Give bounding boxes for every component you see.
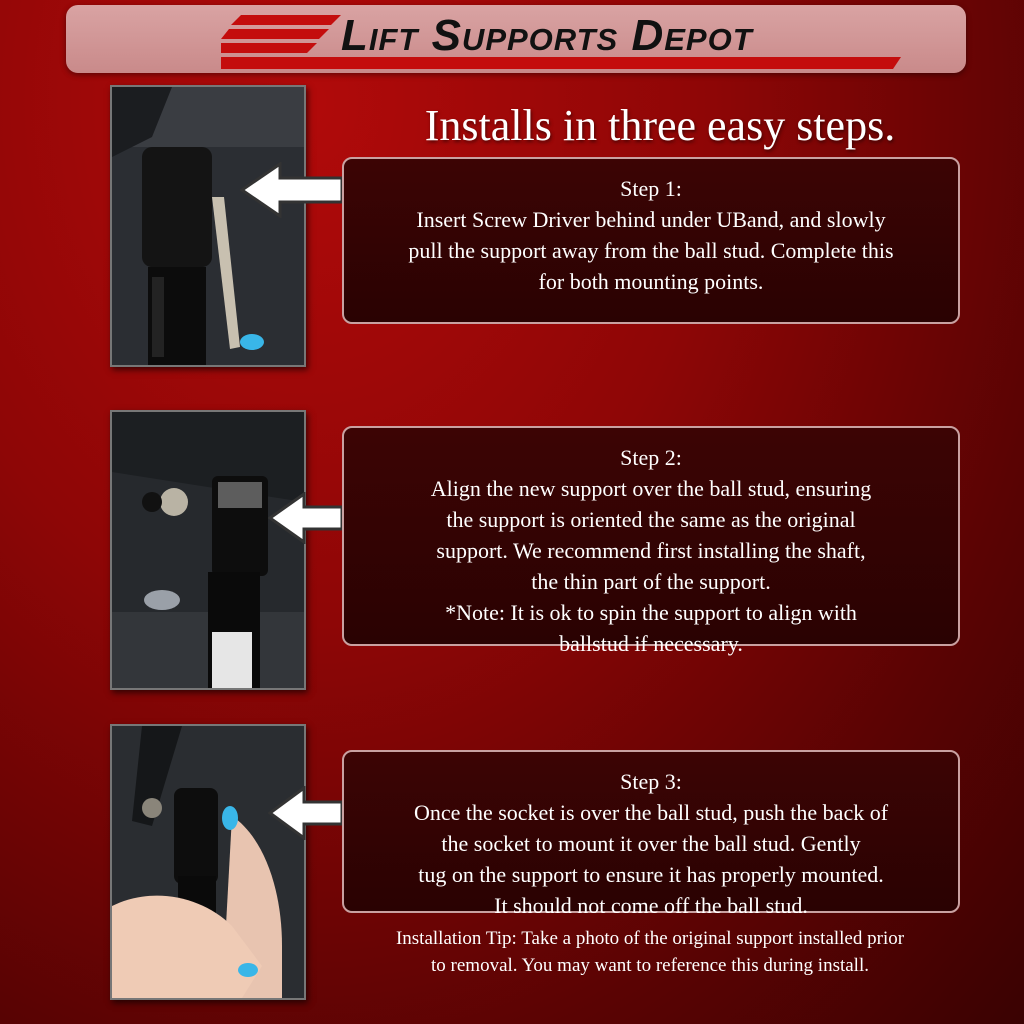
step-line: support. We recommend first installing the shaft, bbox=[436, 538, 866, 563]
step-1-box bbox=[342, 157, 960, 324]
step-title: Step 1: bbox=[620, 176, 682, 201]
screwdriver-removal-photo bbox=[110, 85, 306, 367]
step-3-box bbox=[342, 750, 960, 918]
installation-tip bbox=[320, 925, 980, 979]
step-line: the support is oriented the same as the original bbox=[446, 507, 856, 532]
step-2-box bbox=[342, 426, 960, 656]
arrow-left-icon bbox=[268, 492, 344, 544]
step-line: the thin part of the support. bbox=[531, 569, 771, 594]
step-line: It should not come off the ball stud. bbox=[494, 893, 808, 918]
brand-logo-text: Lift Supports Depot bbox=[341, 11, 753, 60]
page-headline: Installs in three easy steps. bbox=[424, 101, 896, 150]
step-line: ballstud if necessary. bbox=[559, 631, 743, 656]
tip-line: Installation Tip: Take a photo of the original support installed prior bbox=[395, 928, 905, 949]
step-line: Align the new support over the ball stud, ensuring bbox=[430, 476, 872, 501]
socket-mounting-photo bbox=[110, 724, 306, 1000]
tip-line: to removal. You may want to reference this during install. bbox=[431, 955, 869, 976]
step-line: pull the support away from the ball stud. Complete this bbox=[408, 238, 894, 263]
step-line: *Note: It is ok to spin the support to align with bbox=[445, 600, 857, 625]
step-line: Insert Screw Driver behind under UBand, and slowly bbox=[416, 207, 886, 232]
step-title: Step 3: bbox=[620, 769, 682, 794]
arrow-left-icon bbox=[268, 786, 344, 840]
step-title: Step 2: bbox=[620, 445, 682, 470]
step-line: the socket to mount it over the ball stud. Gently bbox=[441, 831, 861, 856]
step-line: for both mounting points. bbox=[538, 269, 764, 294]
step-line: tug on the support to ensure it has properly mounted. bbox=[418, 862, 884, 887]
brand-header bbox=[66, 5, 966, 73]
ball-stud-alignment-photo bbox=[110, 410, 306, 690]
step-line: Once the socket is over the ball stud, push the back of bbox=[413, 800, 889, 825]
arrow-left-icon bbox=[240, 162, 344, 218]
